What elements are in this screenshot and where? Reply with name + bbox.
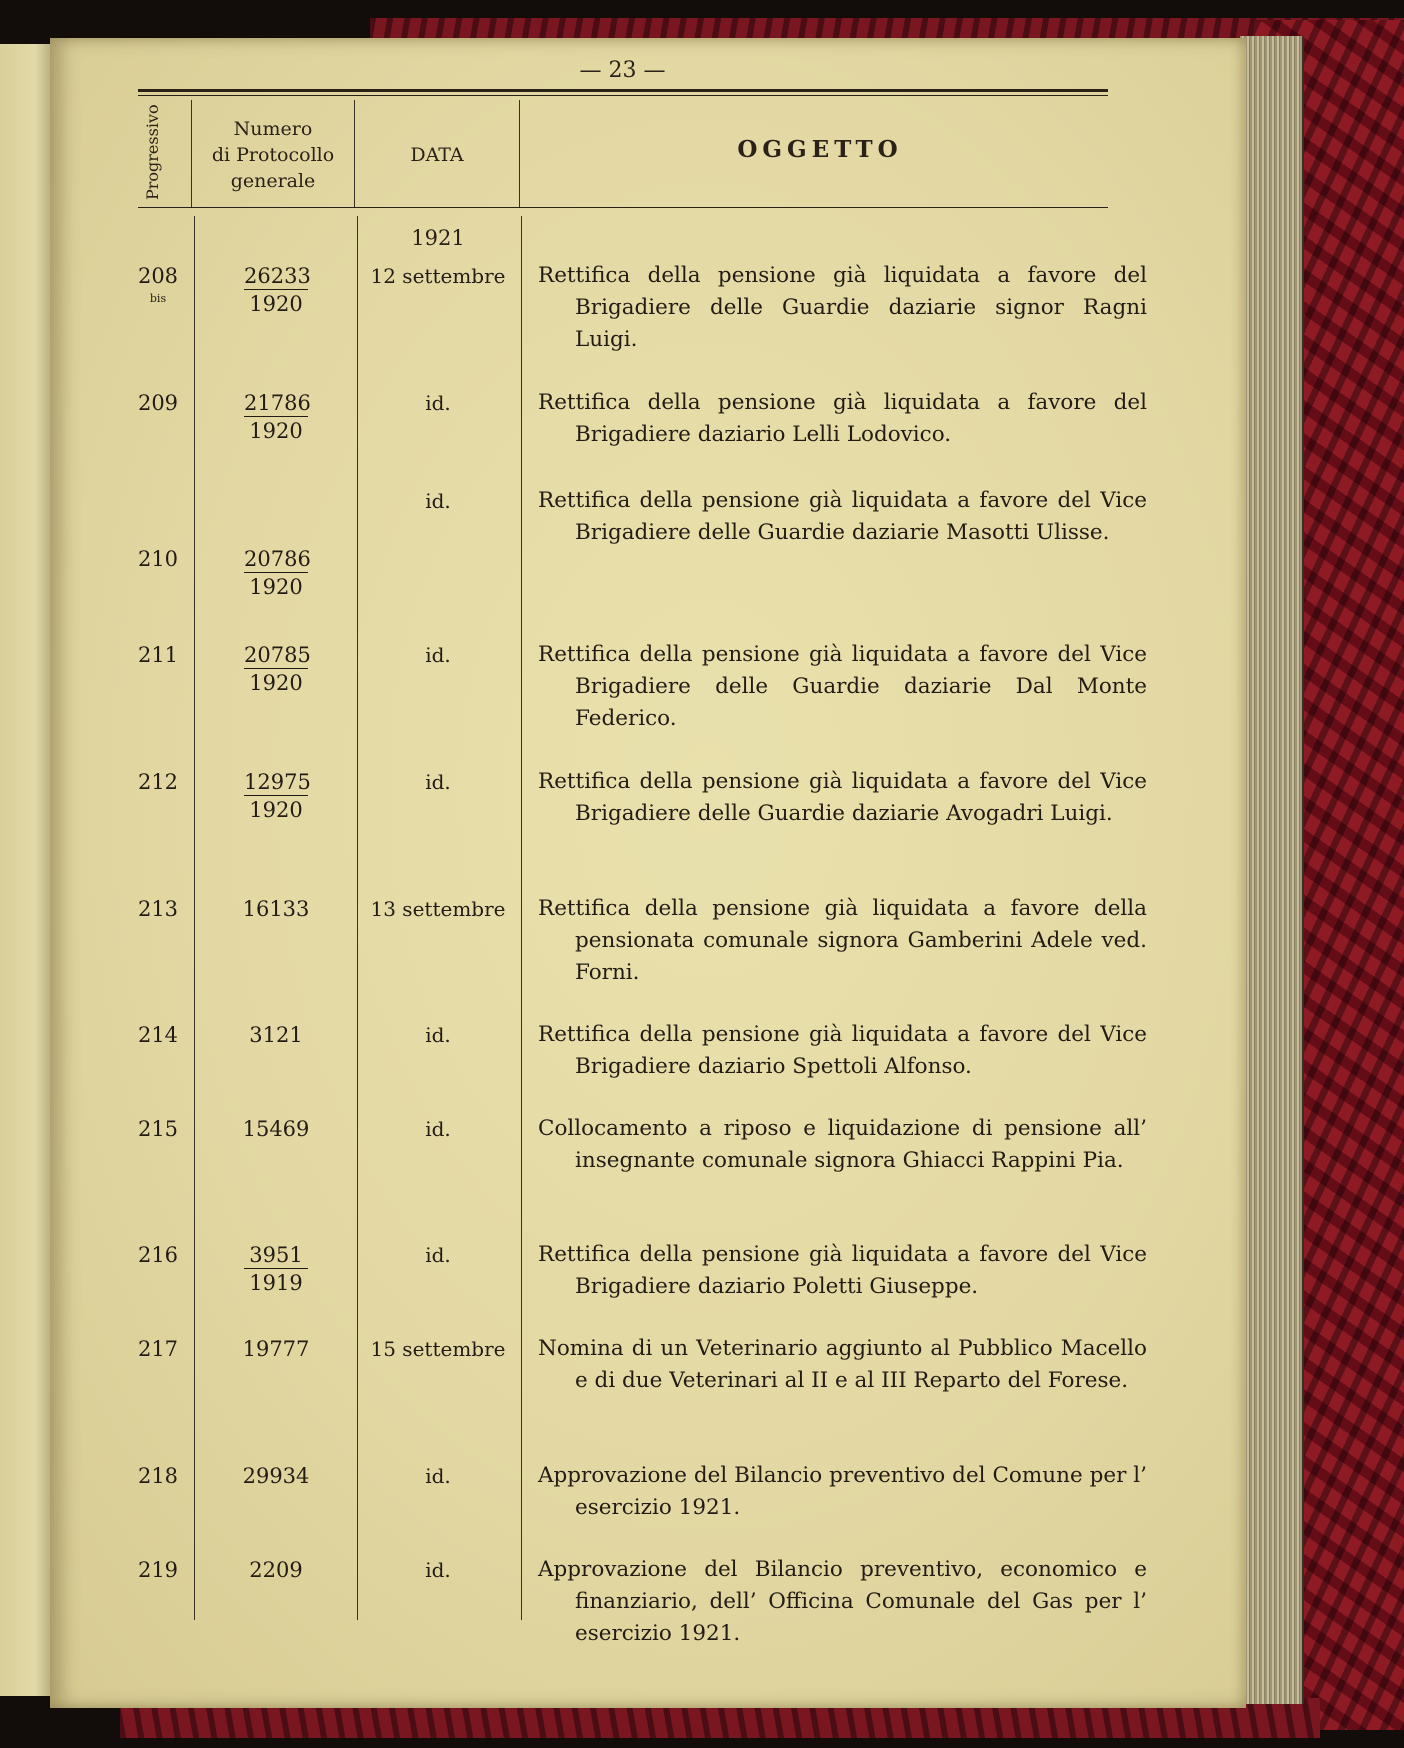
entry-date: id. [425, 391, 451, 415]
entry-progressivo: 213 [137, 897, 179, 921]
entry-date: id. [425, 770, 451, 794]
header-oggetto: OGGETTO [737, 136, 903, 163]
entry-protocollo [228, 391, 324, 443]
entry-date: id. [425, 1117, 451, 1141]
entry-protocollo [228, 1243, 324, 1295]
entry-oggetto: Rettifica della pensione già liquidata a favore della pensionata comunale signora Gamberini Adele ved. Forni. [538, 896, 1147, 985]
header-top-rule-thin [138, 95, 1108, 96]
entry-oggetto: Rettifica della pensione già liquidata a favore del Vice Brigadiere delle Guardie daziarie Avogadri Luigi. [538, 769, 1147, 826]
entry-protocollo-year: 1920 [249, 292, 303, 316]
entry-protocollo [228, 264, 324, 316]
entry-protocollo-number: 15469 [242, 1117, 310, 1141]
entry-date: 13 settembre [370, 897, 506, 921]
entry-oggetto: Approvazione del Bilancio preventivo del Comune per l’ esercizio 1921. [538, 1463, 1147, 1520]
column-rule-2-body [357, 216, 358, 1620]
entry-protocollo-number: 12975 [244, 770, 311, 794]
entry-protocollo [228, 770, 324, 822]
entry-oggetto: Rettifica della pensione già liquidata a favore del Vice Brigadiere daziario Spettoli Alfonso. [538, 1022, 1147, 1079]
entry-oggetto: Collocamento a riposo e liquidazione di pensione all’ insegnante comunale signora Ghiacci Rappini Pia. [538, 1116, 1147, 1173]
header-protocollo [198, 116, 348, 194]
header-data: DATA [410, 144, 464, 166]
year-heading: 1921 [411, 226, 465, 250]
entry-progressivo: 210 [137, 547, 179, 571]
column-rule-2 [354, 100, 355, 207]
entry-oggetto: Rettifica della pensione già liquidata a favore del Brigadiere daziario Lelli Lodovico. [538, 390, 1147, 447]
entry-progressivo: 219 [137, 1558, 179, 1582]
entry-date: 15 settembre [370, 1337, 506, 1361]
entry-progressivo: 217 [137, 1337, 179, 1361]
column-rule-3 [519, 100, 520, 207]
column-rule-3-body [521, 216, 522, 1620]
entry-date: id. [425, 1558, 451, 1582]
entry-protocollo [228, 897, 324, 921]
header-top-rule [138, 89, 1108, 92]
entry-oggetto: Rettifica della pensione già liquidata a favore del Vice Brigadiere delle Guardie daziarie Dal Monte Federico. [538, 642, 1147, 731]
entry-bis-note: bis [149, 292, 167, 305]
header-bottom-rule [138, 207, 1108, 208]
entry-progressivo: 212 [137, 770, 179, 794]
entry-oggetto: Nomina di un Veterinario aggiunto al Pubblico Macello e di due Veterinari al II e al III Reparto del Forese. [538, 1336, 1147, 1393]
entry-date: id. [425, 489, 451, 513]
entry-protocollo [228, 643, 324, 695]
entry-progressivo: 216 [137, 1243, 179, 1267]
entry-protocollo-year: 1920 [249, 575, 303, 599]
entry-protocollo [228, 1117, 324, 1141]
page-stack-edges [1240, 36, 1304, 1704]
entry-protocollo-number: 3951 [244, 1243, 308, 1269]
entry-protocollo-number: 2209 [249, 1558, 303, 1582]
column-rule-1-body [194, 216, 195, 1620]
header-protocollo-line3: generale [230, 170, 316, 192]
entry-progressivo: 208 [137, 264, 179, 288]
entry-date: id. [425, 1023, 451, 1047]
entry-protocollo-year: 1920 [249, 419, 303, 443]
entry-protocollo-number: 26233 [244, 264, 311, 288]
entry-progressivo: 209 [137, 391, 179, 415]
entry-oggetto: Rettifica della pensione già liquidata a favore del Vice Brigadiere daziario Poletti Giuseppe. [538, 1242, 1147, 1299]
entry-progressivo: 218 [137, 1464, 179, 1488]
entry-oggetto: Rettifica della pensione già liquidata a favore del Vice Brigadiere delle Guardie daziarie Masotti Ulisse. [538, 488, 1147, 545]
header-progressivo [143, 190, 162, 200]
entry-protocollo [228, 1464, 324, 1488]
column-rule-1 [191, 100, 192, 207]
entry-protocollo-year: 1920 [249, 798, 303, 822]
entry-protocollo-year: 1919 [249, 1271, 303, 1295]
entry-date: id. [425, 643, 451, 667]
entry-protocollo [228, 1558, 324, 1582]
entry-date: id. [425, 1243, 451, 1267]
entry-date: id. [425, 1464, 451, 1488]
entry-progressivo: 214 [137, 1023, 179, 1047]
entry-protocollo-year: 1920 [249, 671, 303, 695]
entry-protocollo-number: 29934 [242, 1464, 310, 1488]
entry-protocollo-number: 20786 [244, 547, 311, 571]
entry-protocollo [228, 1337, 324, 1361]
entry-protocollo [228, 1023, 324, 1047]
entry-date: 12 settembre [370, 264, 506, 288]
header-protocollo-line2: di Protocollo [211, 144, 335, 166]
entry-oggetto: Approvazione del Bilancio preventivo, economico e finanziario, dell’ Officina Comunale del Gas per l’ esercizio 1921. [538, 1557, 1147, 1646]
entry-protocollo-number: 20785 [244, 643, 311, 667]
entry-progressivo: 211 [137, 643, 179, 667]
entry-protocollo-number: 19777 [242, 1337, 310, 1361]
entry-oggetto: Rettifica della pensione già liquidata a favore del Brigadiere delle Guardie daziarie signor Ragni Luigi. [538, 263, 1147, 352]
entry-protocollo [228, 547, 324, 599]
entry-protocollo-number: 21786 [244, 391, 311, 415]
entry-progressivo: 215 [137, 1117, 179, 1141]
entry-protocollo-number: 16133 [242, 897, 310, 921]
entry-protocollo-number: 3121 [249, 1023, 303, 1047]
header-protocollo-line1: Numero [233, 118, 313, 140]
page-number: — 23 — [579, 58, 666, 83]
